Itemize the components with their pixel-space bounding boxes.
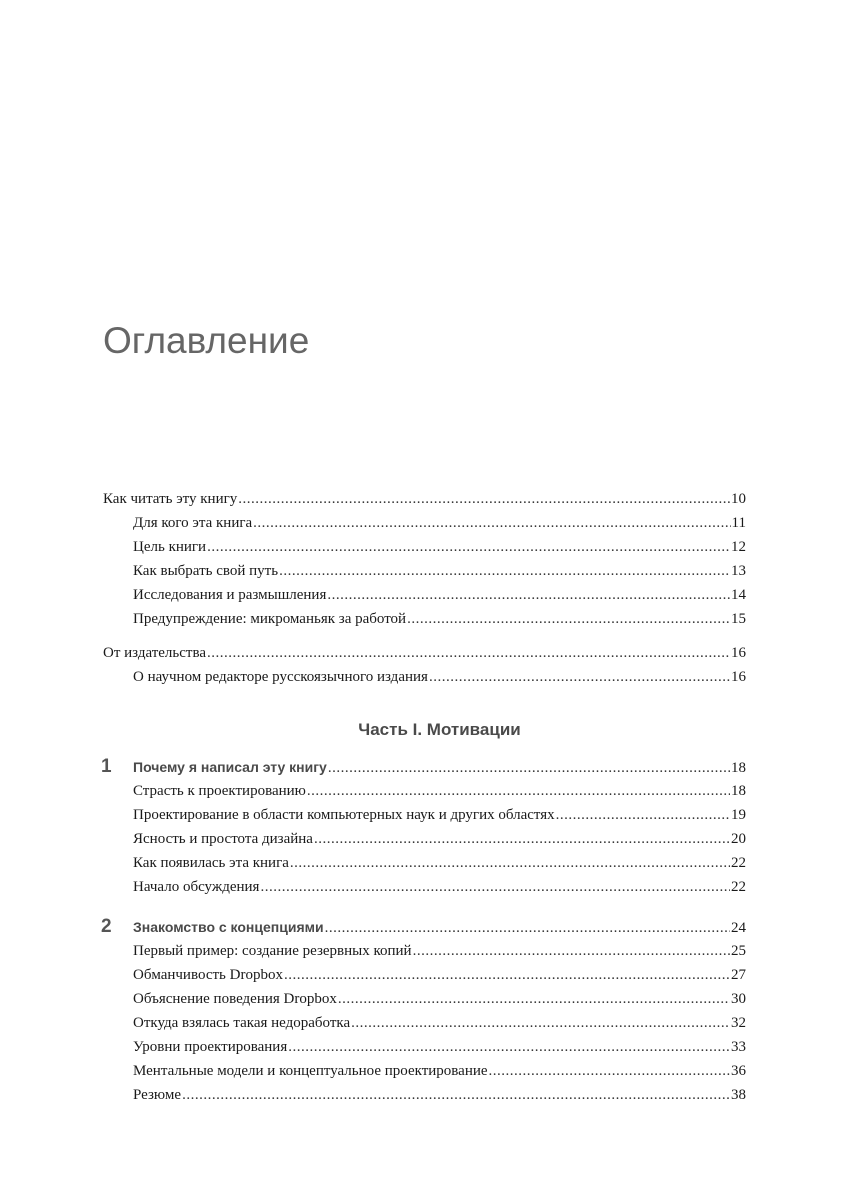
spacer	[103, 631, 746, 641]
toc-subsection-row[interactable]	[103, 851, 746, 875]
toc-page-number: 13	[731, 563, 746, 579]
toc-entry-title: Исследования и размышления	[133, 587, 327, 603]
toc-subsection-row[interactable]	[103, 607, 746, 631]
dot-leader	[407, 607, 730, 631]
toc-entry-title: Резюме	[133, 1087, 182, 1103]
dot-leader	[279, 559, 730, 583]
toc-entry-title: О научном редакторе русскоязычного издания	[133, 669, 428, 685]
toc-page-number: 36	[731, 1063, 746, 1079]
toc-entry-title: От издательства	[103, 645, 207, 661]
toc-subsection-row[interactable]	[103, 987, 746, 1011]
toc-subsection-row[interactable]	[103, 665, 746, 689]
toc-subsection-row[interactable]	[103, 1083, 746, 1107]
dot-leader	[327, 583, 730, 607]
dot-leader	[182, 1083, 730, 1107]
toc-entry-title: Объяснение поведения Dropbox	[133, 991, 337, 1007]
toc-section-row[interactable]	[103, 641, 746, 665]
toc-page-number: 32	[731, 1015, 746, 1031]
dot-leader	[307, 779, 730, 803]
toc-page-number: 15	[731, 611, 746, 627]
toc-page-number: 10	[731, 491, 746, 507]
toc-page-number: 16	[731, 645, 746, 661]
toc-subsection-row[interactable]	[103, 779, 746, 803]
toc-entry-title: Как выбрать свой путь	[133, 563, 279, 579]
toc-subsection-row[interactable]	[103, 875, 746, 899]
toc-subsection-row[interactable]	[103, 803, 746, 827]
toc-page-number: 18	[731, 760, 746, 776]
toc-entry-title: Начало обсуждения	[133, 879, 260, 895]
toc-subsection-row[interactable]	[103, 1035, 746, 1059]
toc-subsection-row[interactable]	[103, 827, 746, 851]
toc-entry-title: Как читать эту книгу	[103, 491, 238, 507]
toc-page-number: 18	[731, 783, 746, 799]
toc-entry-title: Предупреждение: микроманьяк за работой	[133, 611, 407, 627]
toc-page-number: 12	[731, 539, 746, 555]
toc-section-row[interactable]	[103, 487, 746, 511]
toc-subsection-row[interactable]	[103, 1059, 746, 1083]
toc-entry-title: Обманчивость Dropbox	[133, 967, 283, 983]
toc-subsection-row[interactable]	[103, 963, 746, 987]
toc-page-number: 20	[731, 831, 746, 847]
dot-leader	[325, 916, 730, 940]
toc-subsection-row[interactable]	[103, 583, 746, 607]
dot-leader	[413, 939, 730, 963]
toc-entry-title: Ментальные модели и концептуальное проектирование	[133, 1063, 488, 1079]
toc-page-number: 19	[731, 807, 746, 823]
toc-entry-title: Цель книги	[133, 539, 207, 555]
toc-entry-title: Для кого эта книга	[133, 515, 253, 531]
toc-entry-title: Проектирование в области компьютерных наук и других областях	[133, 807, 555, 823]
dot-leader	[288, 1035, 730, 1059]
page-title: Оглавление	[103, 320, 310, 361]
toc-entry-title: Уровни проектирования	[133, 1039, 288, 1055]
toc-chapter-row[interactable]	[103, 915, 746, 939]
toc-entry-title: Откуда взялась такая недоработка	[133, 1015, 351, 1031]
toc-page-number: 16	[731, 669, 746, 685]
toc-entry-title: Как появилась эта книга	[133, 855, 289, 871]
toc-entry-title: Первый пример: создание резервных копий	[133, 943, 412, 959]
toc-chapter-row[interactable]	[103, 755, 746, 779]
chapter-number: 2	[101, 916, 112, 937]
dot-leader	[260, 875, 730, 899]
dot-leader	[290, 851, 730, 875]
toc-page-number: 14	[731, 587, 746, 603]
toc-entry-title: Ясность и простота дизайна	[133, 831, 313, 847]
toc-subsection-row[interactable]	[103, 1011, 746, 1035]
dot-leader	[489, 1059, 730, 1083]
dot-leader	[253, 511, 730, 535]
toc-page-number: 22	[731, 879, 746, 895]
toc-subsection-row[interactable]	[103, 559, 746, 583]
toc-subsection-row[interactable]	[103, 939, 746, 963]
toc-page-number: 22	[731, 855, 746, 871]
dot-leader	[556, 803, 730, 827]
toc-entry-title: Почему я написал эту книгу	[133, 759, 327, 775]
dot-leader	[314, 827, 730, 851]
toc-page-number: 27	[731, 967, 746, 983]
toc-entry-title: Знакомство с концепциями	[133, 919, 324, 935]
dot-leader	[238, 487, 730, 511]
toc-page-number: 24	[731, 920, 746, 936]
toc-subsection-row[interactable]	[103, 535, 746, 559]
toc-entry-title: Страсть к проектированию	[133, 783, 306, 799]
dot-leader	[207, 641, 730, 665]
dot-leader	[328, 756, 730, 780]
toc-subsection-row[interactable]	[103, 511, 746, 535]
toc-page-number: 25	[731, 943, 746, 959]
part-title: Часть I. Мотивации	[358, 720, 521, 739]
toc-page-number: 30	[731, 991, 746, 1007]
dot-leader	[429, 665, 730, 689]
chapter-number: 1	[101, 756, 112, 777]
dot-leader	[351, 1011, 730, 1035]
dot-leader	[338, 987, 730, 1011]
table-of-contents	[103, 487, 746, 1107]
toc-page-number: 11	[731, 515, 746, 531]
toc-page-number: 33	[731, 1039, 746, 1055]
dot-leader	[207, 535, 730, 559]
dot-leader	[284, 963, 730, 987]
spacer	[103, 899, 746, 915]
toc-page-number: 38	[731, 1087, 746, 1103]
